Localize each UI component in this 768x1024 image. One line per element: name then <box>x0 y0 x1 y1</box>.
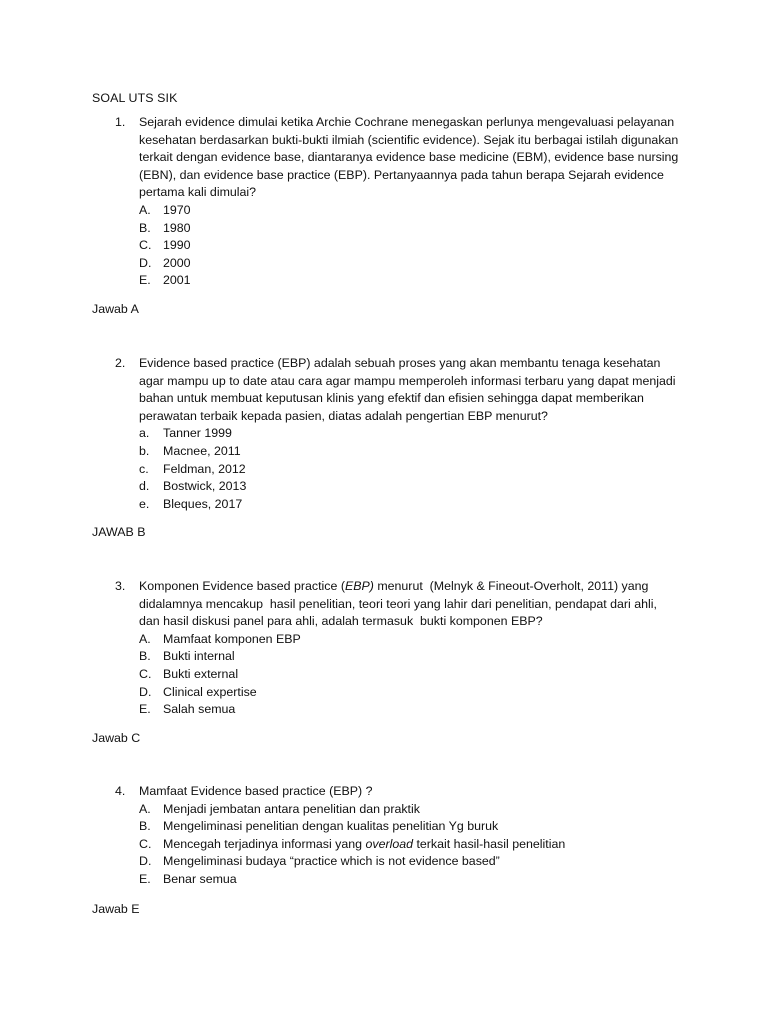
question-number: 2. <box>115 356 126 370</box>
answer-options <box>139 425 692 513</box>
document-title: SOAL UTS SIK <box>92 91 178 105</box>
question-3 <box>92 578 692 719</box>
option-text: Clinical expertise <box>163 684 257 699</box>
option-text-italic: overload <box>365 836 414 851</box>
option-d <box>139 478 692 496</box>
answer-key-4: Jawab E <box>92 902 140 916</box>
option-text: 2000 <box>163 255 191 270</box>
option-letter: A. <box>139 202 151 217</box>
option-letter: D. <box>139 255 152 270</box>
option-text: Bostwick, 2013 <box>163 479 247 494</box>
option-a <box>139 631 692 649</box>
option-d <box>139 684 692 702</box>
option-letter: B. <box>139 220 151 235</box>
question-text <box>139 578 679 631</box>
option-b <box>139 443 692 461</box>
option-text: Bukti internal <box>163 649 235 664</box>
option-text-part: Mencegah terjadinya informasi yang <box>163 836 366 851</box>
option-letter: e. <box>139 496 150 511</box>
option-e <box>139 496 692 514</box>
option-letter: E. <box>139 871 151 886</box>
option-text: 2001 <box>163 273 191 288</box>
question-text-part: menurut (Melnyk & Fineout-Overholt, 2011) yang didalamnya mencakup hasil penelitian, teori teori yang lahir dari penelitian, pendapat dari ahli, dan hasil diskusi panel para ahli, adalah termasuk bukti komponen EBP? <box>139 579 661 629</box>
option-text: Mengeliminasi penelitian dengan kualitas penelitian Yg buruk <box>163 819 499 834</box>
option-text: Bukti external <box>163 666 239 681</box>
option-letter: c. <box>139 461 149 476</box>
option-b <box>139 818 692 836</box>
option-e <box>139 871 692 889</box>
option-a <box>139 801 692 819</box>
option-letter: A. <box>139 631 151 646</box>
answer-options <box>139 631 692 719</box>
answer-key-2: JAWAB B <box>92 525 146 539</box>
option-e <box>139 701 692 719</box>
question-4 <box>92 783 692 889</box>
option-text: Benar semua <box>163 871 237 886</box>
option-letter: D. <box>139 684 152 699</box>
option-b <box>139 648 692 666</box>
option-letter: C. <box>139 666 152 681</box>
option-letter: B. <box>139 649 151 664</box>
question-text: Mamfaat Evidence based practice (EBP) ? <box>139 784 373 798</box>
option-letter: A. <box>139 801 151 816</box>
question-text: Sejarah evidence dimulai ketika Archie Cochrane menegaskan perlunya mengevaluasi pelayanan kesehatan berdasarkan bukti-bukti ilmiah (scientific evidence). Sejak itu berbagai istilah digunakan terkait dengan evidence base, diantaranya evidence base medicine (EBM), evidence base nursing (EBN), dan evidence base practice (EBP). Pertanyaannya pada tahun berapa Sejarah evidence pertama kali dimulai? <box>139 115 682 200</box>
option-letter: E. <box>139 273 151 288</box>
option-a <box>139 202 692 220</box>
question-text: Evidence based practice (EBP) adalah sebuah proses yang akan membantu tenaga kesehatan agar mampu up to date atau cara agar mampu memperoleh informasi terbaru yang dapat menjadi bahan untuk membuat keputusan klinis yang efektif dan efisien sehingga dapat memberikan perawatan terbaik kepada pasien, diatas adalah pengertian EBP menurut? <box>139 356 679 423</box>
option-b <box>139 220 692 238</box>
question-1 <box>92 114 692 290</box>
option-letter: D. <box>139 854 152 869</box>
question-text-italic: EBP) <box>344 579 374 593</box>
option-c <box>139 836 692 854</box>
option-text: 1990 <box>163 238 191 253</box>
option-text: Salah semua <box>163 702 236 717</box>
question-2 <box>92 355 692 513</box>
option-c <box>139 666 692 684</box>
option-text: Menjadi jembatan antara penelitian dan praktik <box>163 801 420 816</box>
option-d <box>139 255 692 273</box>
option-letter: E. <box>139 702 151 717</box>
option-letter: C. <box>139 238 152 253</box>
option-letter: a. <box>139 426 150 441</box>
option-d <box>139 853 692 871</box>
option-c <box>139 237 692 255</box>
option-text: Mamfaat komponen EBP <box>163 631 301 646</box>
question-text-part: Komponen Evidence based practice ( <box>139 579 345 593</box>
option-text: Mengeliminasi budaya “practice which is not evidence based” <box>163 854 500 869</box>
option-text: Macnee, 2011 <box>163 443 241 458</box>
question-number: 3. <box>115 579 126 593</box>
question-number: 4. <box>115 784 126 798</box>
option-letter: b. <box>139 443 150 458</box>
option-c <box>139 461 692 479</box>
answer-options <box>139 801 692 889</box>
option-text-part: terkait hasil-hasil penelitian <box>413 836 566 851</box>
option-letter: d. <box>139 479 150 494</box>
option-a <box>139 425 692 443</box>
answer-options <box>139 202 692 290</box>
option-text: Bleques, 2017 <box>163 496 243 511</box>
answer-key-1: Jawab A <box>92 302 139 316</box>
option-letter: C. <box>139 836 152 851</box>
answer-key-3: Jawab C <box>92 731 141 745</box>
option-text: 1970 <box>163 202 191 217</box>
option-text: 1980 <box>163 220 191 235</box>
option-text: Tanner 1999 <box>163 426 232 441</box>
option-text <box>163 836 565 854</box>
question-number: 1. <box>115 115 126 129</box>
option-letter: B. <box>139 819 151 834</box>
option-e <box>139 272 692 290</box>
option-text: Feldman, 2012 <box>163 461 246 476</box>
